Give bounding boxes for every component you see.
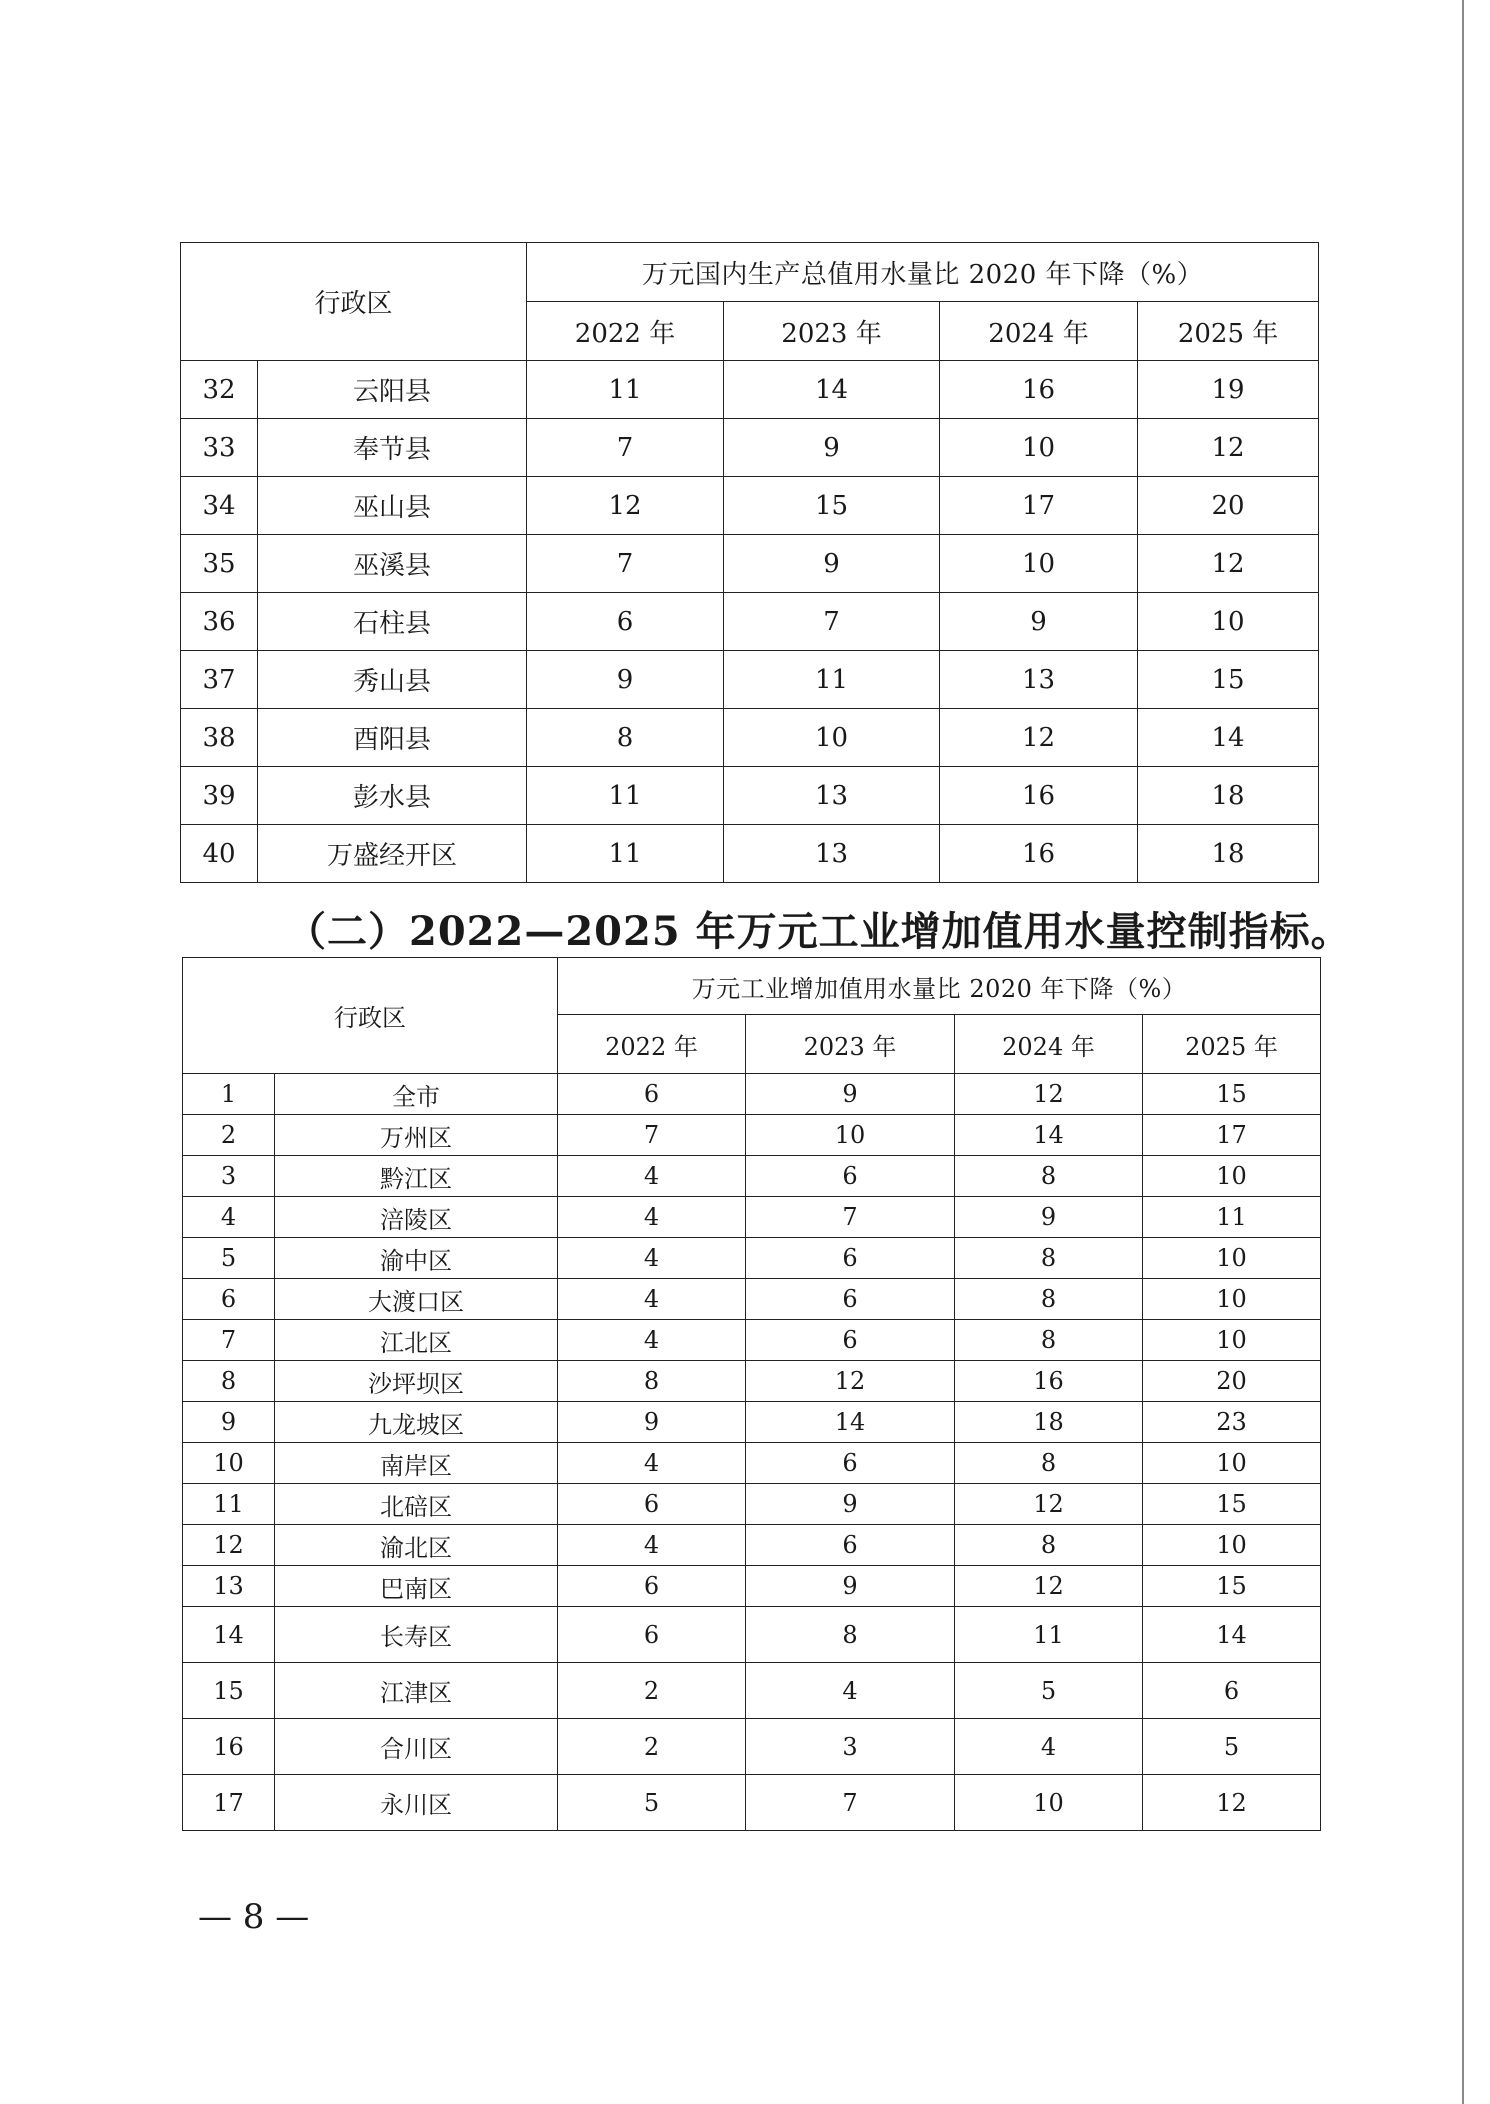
value-cell: 17 bbox=[1143, 1115, 1321, 1156]
year-header: 2024 年 bbox=[955, 1015, 1143, 1074]
table-row bbox=[183, 1607, 1321, 1663]
value-cell: 8 bbox=[955, 1279, 1143, 1320]
value-cell: 4 bbox=[558, 1443, 746, 1484]
table-body bbox=[181, 243, 1319, 883]
value-cell: 20 bbox=[1138, 477, 1319, 535]
value-cell: 6 bbox=[558, 1607, 746, 1663]
value-cell: 10 bbox=[724, 709, 940, 767]
page-edge-line bbox=[1462, 0, 1464, 2104]
value-cell: 6 bbox=[558, 1566, 746, 1607]
value-cell: 15 bbox=[1143, 1484, 1321, 1525]
table-row bbox=[183, 1279, 1321, 1320]
region-name: 万盛经开区 bbox=[258, 825, 527, 883]
value-cell: 19 bbox=[1138, 361, 1319, 419]
value-cell: 23 bbox=[1143, 1402, 1321, 1443]
table-row bbox=[183, 1115, 1321, 1156]
table-row bbox=[181, 651, 1319, 709]
table-row bbox=[183, 1663, 1321, 1719]
value-cell: 9 bbox=[724, 535, 940, 593]
value-cell: 4 bbox=[558, 1156, 746, 1197]
value-cell: 6 bbox=[558, 1484, 746, 1525]
row-index: 4 bbox=[183, 1197, 275, 1238]
value-cell: 10 bbox=[955, 1775, 1143, 1831]
value-cell: 7 bbox=[746, 1775, 955, 1831]
value-cell: 15 bbox=[724, 477, 940, 535]
value-cell: 16 bbox=[940, 361, 1138, 419]
value-cell: 9 bbox=[955, 1197, 1143, 1238]
row-index: 39 bbox=[181, 767, 258, 825]
table-row bbox=[183, 1775, 1321, 1831]
value-cell: 6 bbox=[527, 593, 724, 651]
region-name: 江津区 bbox=[275, 1663, 558, 1719]
row-index: 5 bbox=[183, 1238, 275, 1279]
value-cell: 15 bbox=[1143, 1074, 1321, 1115]
year-header: 2024 年 bbox=[940, 302, 1138, 361]
page-number: — 8 — bbox=[198, 1897, 310, 1937]
section-heading: （二）2022—2025 年万元工业增加值用水量控制指标。 bbox=[286, 908, 1352, 955]
value-cell: 13 bbox=[724, 825, 940, 883]
region-name: 巫溪县 bbox=[258, 535, 527, 593]
year-header: 2022 年 bbox=[527, 302, 724, 361]
region-name: 江北区 bbox=[275, 1320, 558, 1361]
value-cell: 4 bbox=[558, 1320, 746, 1361]
table-row bbox=[183, 1443, 1321, 1484]
value-cell: 8 bbox=[955, 1525, 1143, 1566]
table-row bbox=[181, 419, 1319, 477]
value-cell: 4 bbox=[558, 1279, 746, 1320]
value-cell: 6 bbox=[1143, 1663, 1321, 1719]
value-cell: 7 bbox=[724, 593, 940, 651]
value-cell: 9 bbox=[940, 593, 1138, 651]
value-cell: 10 bbox=[1138, 593, 1319, 651]
table-row bbox=[183, 1525, 1321, 1566]
value-cell: 14 bbox=[955, 1115, 1143, 1156]
value-cell: 5 bbox=[955, 1663, 1143, 1719]
value-cell: 12 bbox=[955, 1074, 1143, 1115]
table-row bbox=[181, 535, 1319, 593]
value-cell: 8 bbox=[955, 1156, 1143, 1197]
value-cell: 16 bbox=[940, 825, 1138, 883]
value-cell: 6 bbox=[746, 1279, 955, 1320]
value-cell: 11 bbox=[527, 361, 724, 419]
row-index: 8 bbox=[183, 1361, 275, 1402]
value-cell: 15 bbox=[1143, 1566, 1321, 1607]
row-index: 32 bbox=[181, 361, 258, 419]
region-name: 巫山县 bbox=[258, 477, 527, 535]
value-cell: 13 bbox=[724, 767, 940, 825]
row-index: 1 bbox=[183, 1074, 275, 1115]
table-title: 万元国内生产总值用水量比 2020 年下降（%） bbox=[527, 243, 1319, 302]
value-cell: 8 bbox=[558, 1361, 746, 1402]
region-name: 南岸区 bbox=[275, 1443, 558, 1484]
table-row bbox=[183, 1156, 1321, 1197]
region-name: 巴南区 bbox=[275, 1566, 558, 1607]
value-cell: 18 bbox=[1138, 825, 1319, 883]
region-name: 九龙坡区 bbox=[275, 1402, 558, 1443]
value-cell: 11 bbox=[724, 651, 940, 709]
year-header: 2023 年 bbox=[724, 302, 940, 361]
region-name: 奉节县 bbox=[258, 419, 527, 477]
table-row bbox=[183, 1197, 1321, 1238]
year-header: 2025 年 bbox=[1138, 302, 1319, 361]
value-cell: 14 bbox=[1138, 709, 1319, 767]
value-cell: 6 bbox=[746, 1156, 955, 1197]
region-header: 行政区 bbox=[183, 958, 558, 1074]
value-cell: 2 bbox=[558, 1663, 746, 1719]
value-cell: 12 bbox=[955, 1566, 1143, 1607]
region-name: 渝中区 bbox=[275, 1238, 558, 1279]
region-name: 永川区 bbox=[275, 1775, 558, 1831]
value-cell: 10 bbox=[940, 419, 1138, 477]
value-cell: 6 bbox=[746, 1320, 955, 1361]
value-cell: 6 bbox=[746, 1238, 955, 1279]
value-cell: 4 bbox=[558, 1197, 746, 1238]
value-cell: 4 bbox=[955, 1719, 1143, 1775]
year-header: 2022 年 bbox=[558, 1015, 746, 1074]
region-name: 彭水县 bbox=[258, 767, 527, 825]
value-cell: 11 bbox=[955, 1607, 1143, 1663]
region-name: 云阳县 bbox=[258, 361, 527, 419]
value-cell: 10 bbox=[940, 535, 1138, 593]
row-index: 33 bbox=[181, 419, 258, 477]
value-cell: 10 bbox=[1143, 1320, 1321, 1361]
value-cell: 11 bbox=[527, 767, 724, 825]
table-row bbox=[181, 361, 1319, 419]
row-index: 9 bbox=[183, 1402, 275, 1443]
value-cell: 12 bbox=[746, 1361, 955, 1402]
row-index: 14 bbox=[183, 1607, 275, 1663]
table-row bbox=[183, 1484, 1321, 1525]
value-cell: 17 bbox=[940, 477, 1138, 535]
value-cell: 7 bbox=[527, 535, 724, 593]
row-index: 7 bbox=[183, 1320, 275, 1361]
row-index: 10 bbox=[183, 1443, 275, 1484]
region-name: 石柱县 bbox=[258, 593, 527, 651]
row-index: 40 bbox=[181, 825, 258, 883]
value-cell: 16 bbox=[940, 767, 1138, 825]
value-cell: 5 bbox=[1143, 1719, 1321, 1775]
value-cell: 13 bbox=[940, 651, 1138, 709]
industrial-water-reduction-table bbox=[182, 957, 1321, 1831]
value-cell: 12 bbox=[1138, 419, 1319, 477]
value-cell: 8 bbox=[955, 1238, 1143, 1279]
value-cell: 6 bbox=[746, 1525, 955, 1566]
value-cell: 12 bbox=[1143, 1775, 1321, 1831]
value-cell: 6 bbox=[746, 1443, 955, 1484]
value-cell: 14 bbox=[1143, 1607, 1321, 1663]
region-name: 渝北区 bbox=[275, 1525, 558, 1566]
value-cell: 9 bbox=[746, 1566, 955, 1607]
table-row bbox=[181, 709, 1319, 767]
value-cell: 9 bbox=[746, 1074, 955, 1115]
row-index: 37 bbox=[181, 651, 258, 709]
header-row bbox=[181, 243, 1319, 302]
row-index: 38 bbox=[181, 709, 258, 767]
row-index: 12 bbox=[183, 1525, 275, 1566]
value-cell: 12 bbox=[527, 477, 724, 535]
value-cell: 14 bbox=[724, 361, 940, 419]
value-cell: 9 bbox=[724, 419, 940, 477]
row-index: 13 bbox=[183, 1566, 275, 1607]
region-name: 黔江区 bbox=[275, 1156, 558, 1197]
value-cell: 4 bbox=[558, 1525, 746, 1566]
value-cell: 12 bbox=[940, 709, 1138, 767]
table-row bbox=[183, 1402, 1321, 1443]
row-index: 3 bbox=[183, 1156, 275, 1197]
table-row bbox=[183, 1719, 1321, 1775]
row-index: 36 bbox=[181, 593, 258, 651]
value-cell: 8 bbox=[955, 1443, 1143, 1484]
value-cell: 12 bbox=[1138, 535, 1319, 593]
region-name: 合川区 bbox=[275, 1719, 558, 1775]
value-cell: 10 bbox=[1143, 1443, 1321, 1484]
value-cell: 7 bbox=[558, 1115, 746, 1156]
value-cell: 10 bbox=[1143, 1238, 1321, 1279]
row-index: 17 bbox=[183, 1775, 275, 1831]
region-header: 行政区 bbox=[181, 243, 527, 361]
value-cell: 2 bbox=[558, 1719, 746, 1775]
value-cell: 10 bbox=[1143, 1156, 1321, 1197]
value-cell: 4 bbox=[558, 1238, 746, 1279]
value-cell: 15 bbox=[1138, 651, 1319, 709]
region-name: 沙坪坝区 bbox=[275, 1361, 558, 1402]
value-cell: 8 bbox=[955, 1320, 1143, 1361]
value-cell: 11 bbox=[1143, 1197, 1321, 1238]
region-name: 北碚区 bbox=[275, 1484, 558, 1525]
region-name: 涪陵区 bbox=[275, 1197, 558, 1238]
table-body bbox=[183, 958, 1321, 1831]
table-title: 万元工业增加值用水量比 2020 年下降（%） bbox=[558, 958, 1321, 1015]
table-row bbox=[181, 767, 1319, 825]
table-row bbox=[181, 593, 1319, 651]
region-name: 长寿区 bbox=[275, 1607, 558, 1663]
value-cell: 11 bbox=[527, 825, 724, 883]
row-index: 34 bbox=[181, 477, 258, 535]
value-cell: 8 bbox=[527, 709, 724, 767]
region-name: 秀山县 bbox=[258, 651, 527, 709]
value-cell: 5 bbox=[558, 1775, 746, 1831]
value-cell: 18 bbox=[1138, 767, 1319, 825]
value-cell: 14 bbox=[746, 1402, 955, 1443]
region-name: 全市 bbox=[275, 1074, 558, 1115]
region-name: 万州区 bbox=[275, 1115, 558, 1156]
year-header: 2025 年 bbox=[1143, 1015, 1321, 1074]
value-cell: 20 bbox=[1143, 1361, 1321, 1402]
value-cell: 10 bbox=[1143, 1279, 1321, 1320]
header-row bbox=[183, 958, 1321, 1015]
value-cell: 16 bbox=[955, 1361, 1143, 1402]
table-row bbox=[183, 1074, 1321, 1115]
table-row bbox=[181, 477, 1319, 535]
year-header: 2023 年 bbox=[746, 1015, 955, 1074]
value-cell: 12 bbox=[955, 1484, 1143, 1525]
gdp-water-reduction-table bbox=[180, 242, 1319, 883]
value-cell: 8 bbox=[746, 1607, 955, 1663]
table-row bbox=[183, 1320, 1321, 1361]
table-row bbox=[181, 825, 1319, 883]
row-index: 35 bbox=[181, 535, 258, 593]
value-cell: 9 bbox=[746, 1484, 955, 1525]
region-name: 大渡口区 bbox=[275, 1279, 558, 1320]
row-index: 2 bbox=[183, 1115, 275, 1156]
value-cell: 9 bbox=[527, 651, 724, 709]
region-name: 酉阳县 bbox=[258, 709, 527, 767]
row-index: 16 bbox=[183, 1719, 275, 1775]
table-row bbox=[183, 1566, 1321, 1607]
value-cell: 9 bbox=[558, 1402, 746, 1443]
value-cell: 7 bbox=[527, 419, 724, 477]
value-cell: 6 bbox=[558, 1074, 746, 1115]
value-cell: 3 bbox=[746, 1719, 955, 1775]
row-index: 6 bbox=[183, 1279, 275, 1320]
table-row bbox=[183, 1238, 1321, 1279]
value-cell: 18 bbox=[955, 1402, 1143, 1443]
value-cell: 7 bbox=[746, 1197, 955, 1238]
row-index: 11 bbox=[183, 1484, 275, 1525]
table-row bbox=[183, 1361, 1321, 1402]
row-index: 15 bbox=[183, 1663, 275, 1719]
value-cell: 4 bbox=[746, 1663, 955, 1719]
value-cell: 10 bbox=[746, 1115, 955, 1156]
value-cell: 10 bbox=[1143, 1525, 1321, 1566]
